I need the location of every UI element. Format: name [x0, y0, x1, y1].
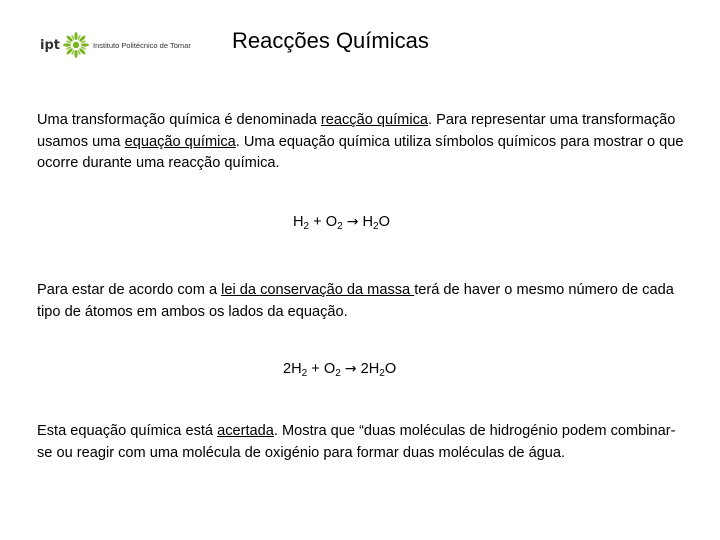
eq-term: H — [358, 214, 374, 230]
balanced-explanation-paragraph — [37, 421, 687, 464]
unbalanced-equation — [293, 214, 390, 230]
logo-institution-name: Instituto Politécnico de Tomar — [92, 40, 191, 50]
paragraph-text: terá de haver o mesmo número de cada tipo de átomos em ambos os lados da equação. — [37, 282, 674, 320]
eq-term: 2H — [283, 361, 302, 377]
eq-term: + O — [307, 361, 336, 377]
eq-subscript: 2 — [303, 221, 310, 232]
institution-logo — [40, 30, 195, 60]
term-equacao-quimica: equação química — [124, 133, 236, 150]
conservation-paragraph — [37, 280, 687, 323]
eq-term: + O — [309, 214, 338, 230]
term-acertada: acertada — [217, 423, 274, 439]
eq-subscript: 2 — [301, 368, 308, 379]
sunburst-logo-icon — [62, 31, 90, 59]
balanced-equation — [283, 361, 396, 377]
eq-subscript: 2 — [335, 368, 341, 379]
logo-abbreviation: ipt — [40, 37, 60, 53]
eq-term: 2H — [356, 361, 380, 377]
paragraph-text: . Mostra que “duas moléculas de hidrogénio podem combinar-se ou reagir com uma molécula de oxigénio para formar duas moléculas de água. — [37, 423, 676, 461]
reaction-arrow-icon: → — [346, 214, 359, 230]
paragraph-text: . Para representar uma transformação usamos uma — [37, 112, 676, 150]
eq-term: O — [384, 361, 397, 377]
paragraph-text: Uma transformação química é denominada — [37, 112, 321, 128]
reaction-arrow-icon: → — [344, 361, 357, 377]
paragraph-text: Esta equação química está — [37, 423, 218, 439]
eq-term: O — [378, 214, 390, 230]
intro-paragraph — [37, 110, 687, 175]
term-lei-conservacao-massa: lei da conservação da massa — [221, 282, 415, 298]
eq-term: H — [293, 214, 304, 230]
term-reaccao-quimica: reacção química — [320, 112, 428, 128]
eq-subscript: 2 — [379, 368, 385, 379]
paragraph-text: Para estar de acordo com a — [37, 282, 222, 298]
eq-subscript: 2 — [337, 221, 343, 232]
paragraph-text: . Uma equação química utiliza símbolos químicos para mostrar o que ocorre durante uma reacção química. — [37, 133, 684, 171]
eq-subscript: 2 — [373, 221, 379, 232]
slide-title: Reacções Químicas — [232, 28, 429, 53]
